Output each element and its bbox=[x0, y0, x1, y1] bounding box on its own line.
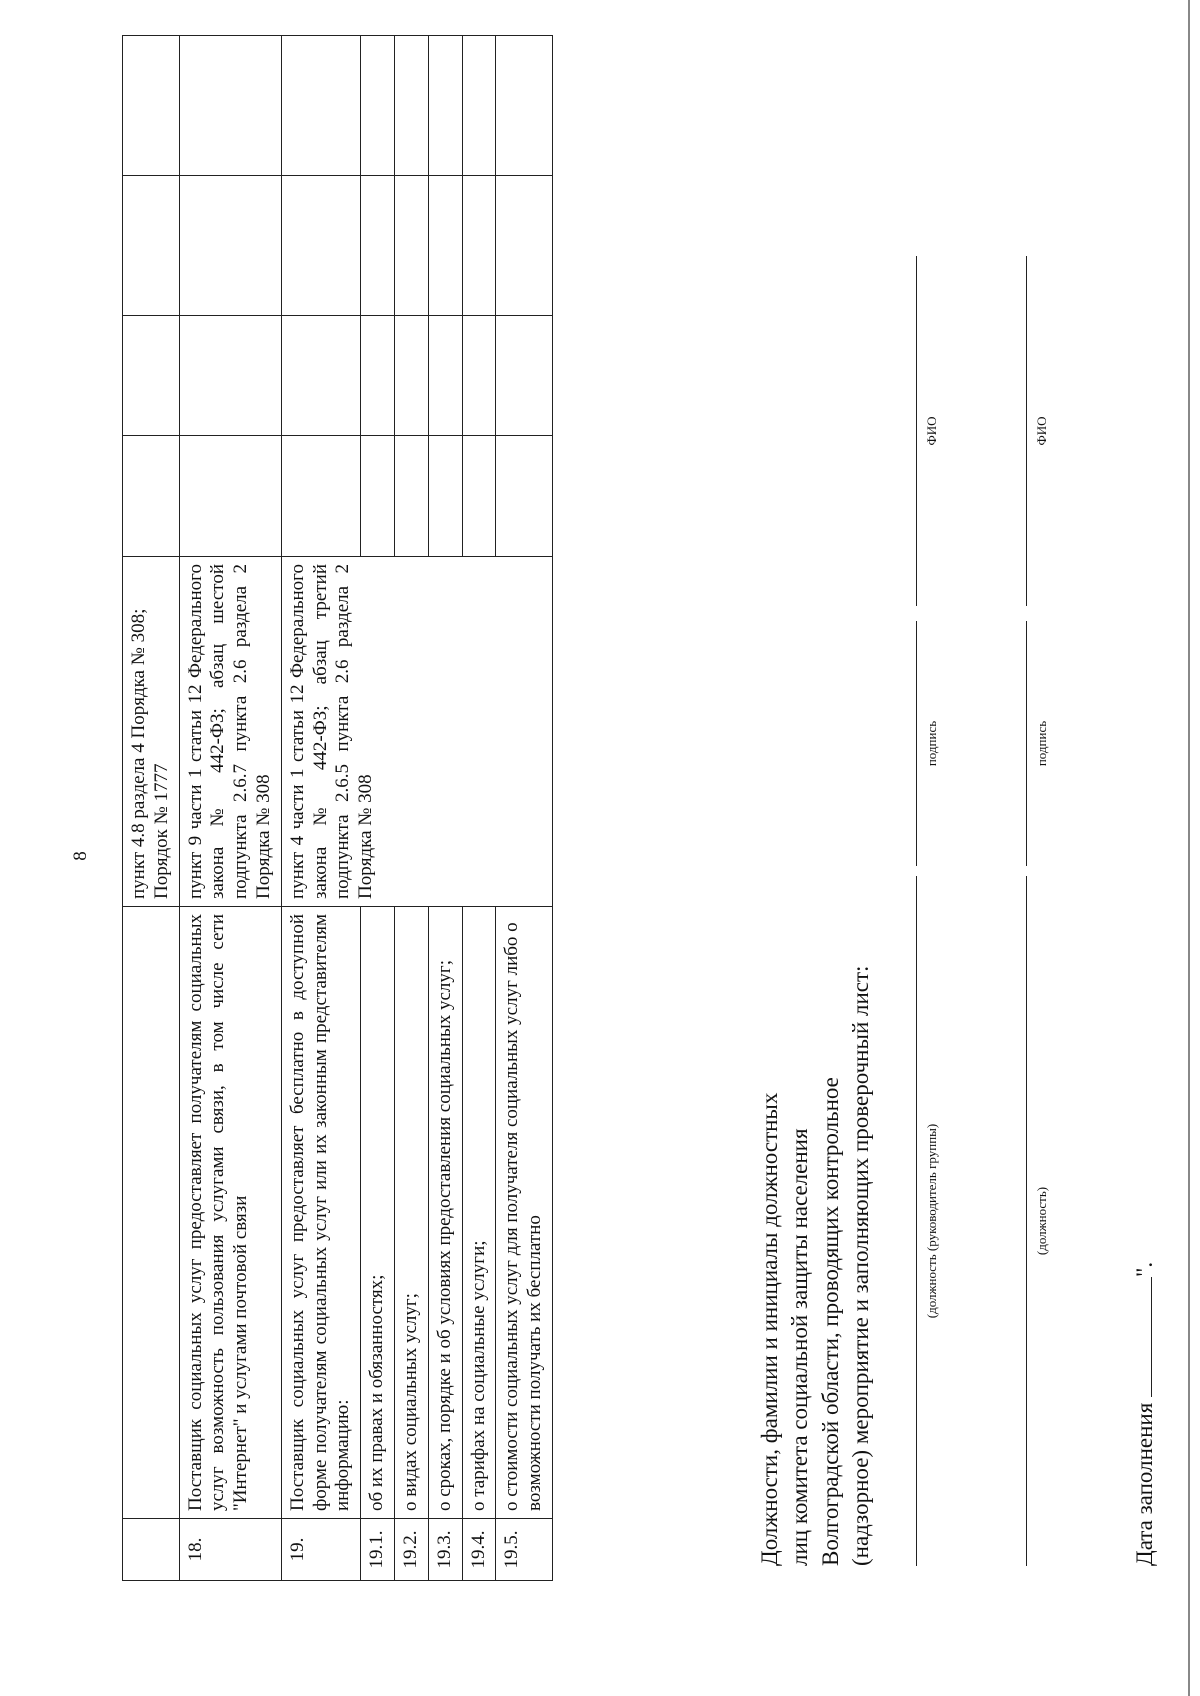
row-number: 19.3. bbox=[428, 1519, 462, 1581]
row-number: 18. bbox=[179, 1519, 281, 1581]
empty-cell bbox=[496, 436, 553, 557]
empty-cell bbox=[428, 436, 462, 557]
empty-cell bbox=[281, 436, 360, 557]
position-caption: (должность) bbox=[1034, 1186, 1050, 1256]
empty-cell bbox=[361, 316, 395, 436]
empty-cell bbox=[394, 36, 428, 176]
name-line[interactable] bbox=[916, 256, 917, 606]
position-line[interactable] bbox=[916, 876, 917, 1566]
signature-row-group-leader bbox=[898, 66, 986, 1566]
empty-cell bbox=[428, 176, 462, 316]
requirement-cell: о видах социальных услуг; bbox=[394, 907, 428, 1519]
requirement-cell: о стоимости социальных услуг для получателя социальных услуг либо о возможности получать их бесплатно bbox=[496, 907, 553, 1519]
basis-cell: пункт 4.8 раздела 4 Порядка № 308; Порядок № 1777 bbox=[123, 557, 180, 907]
row-number: 19. bbox=[281, 1519, 360, 1581]
table-row bbox=[281, 36, 360, 1581]
empty-cell bbox=[281, 316, 360, 436]
empty-cell bbox=[123, 316, 180, 436]
basis-cell: пункт 4 части 1 статьи 12 Федерального закона № 442-ФЗ; абзац третий подпункта 2.6.5 пункта 2.6 раздела 2 Порядка № 308 bbox=[281, 557, 552, 907]
date-label: Дата заполнения bbox=[1132, 1402, 1158, 1566]
requirement-cell: об их правах и обязанностях; bbox=[361, 907, 395, 1519]
rotated-sheet bbox=[30, 0, 1170, 1696]
requirement-cell: Поставщик социальных услуг предоставляет бесплатно в доступной форме получателям социальных услуг или их законным представителям информацию: bbox=[281, 907, 360, 1519]
signature-caption: подпись bbox=[924, 720, 940, 767]
requirement-cell bbox=[123, 907, 180, 1519]
empty-cell bbox=[428, 36, 462, 176]
empty-cell bbox=[462, 436, 496, 557]
empty-cell bbox=[394, 316, 428, 436]
intro-line: (надзорное) мероприятие и заполняющих проверочный лист: bbox=[848, 965, 874, 1566]
row-number: 19.2. bbox=[394, 1519, 428, 1581]
empty-cell bbox=[123, 176, 180, 316]
table-row bbox=[179, 36, 281, 1581]
empty-cell bbox=[394, 436, 428, 557]
position-line[interactable] bbox=[1026, 876, 1027, 1566]
requirement-cell: о тарифах на социальные услуги; bbox=[462, 907, 496, 1519]
name-line[interactable] bbox=[1026, 256, 1027, 606]
empty-cell bbox=[179, 436, 281, 557]
date-suffix: ". bbox=[1132, 1261, 1158, 1277]
position-caption: (должность (руководитель группы) bbox=[924, 1123, 940, 1319]
row-number: 19.1. bbox=[361, 1519, 395, 1581]
intro-line: Волгоградской области, проводящих контрольное bbox=[817, 1077, 843, 1566]
table-row bbox=[123, 36, 180, 1581]
row-number bbox=[123, 1519, 180, 1581]
empty-cell bbox=[281, 36, 360, 176]
signature-line[interactable] bbox=[1026, 621, 1027, 866]
name-caption: ФИО bbox=[924, 416, 940, 446]
empty-cell bbox=[281, 176, 360, 316]
empty-cell bbox=[496, 176, 553, 316]
empty-cell bbox=[462, 176, 496, 316]
row-number: 19.4. bbox=[462, 1519, 496, 1581]
empty-cell bbox=[361, 36, 395, 176]
page-number: 8 bbox=[70, 851, 91, 861]
intro-line: лиц комитета социальной защиты населения bbox=[787, 1128, 813, 1566]
empty-cell bbox=[123, 36, 180, 176]
empty-cell bbox=[361, 436, 395, 557]
basis-cell: пункт 9 части 1 статьи 12 Федерального закона № 442-ФЗ; абзац шестой подпункта 2.6.7 пункта 2.6 раздела 2 Порядка № 308 bbox=[179, 557, 281, 907]
scan-edge-line bbox=[1188, 0, 1190, 1696]
empty-cell bbox=[462, 36, 496, 176]
empty-cell bbox=[462, 316, 496, 436]
empty-cell bbox=[496, 316, 553, 436]
signature-block bbox=[755, 66, 1158, 1566]
empty-cell bbox=[394, 176, 428, 316]
empty-cell bbox=[496, 36, 553, 176]
requirement-cell: о сроках, порядке и об условиях предоставления социальных услуг; bbox=[428, 907, 462, 1519]
signature-row-inspector bbox=[1008, 66, 1096, 1566]
requirement-cell: Поставщик социальных услуг предоставляет получателям социальных услуг возможность пользования услугами связи, в том числе сети "Интернет" и услугами почтовой связи bbox=[179, 907, 281, 1519]
row-number: 19.5. bbox=[496, 1519, 553, 1581]
checklist-table bbox=[122, 35, 553, 1581]
name-caption: ФИО bbox=[1034, 416, 1050, 446]
empty-cell bbox=[123, 436, 180, 557]
empty-cell bbox=[179, 316, 281, 436]
empty-cell bbox=[428, 316, 462, 436]
empty-cell bbox=[179, 36, 281, 176]
intro-line: Должности, фамилии и инициалы должностных bbox=[757, 1092, 782, 1566]
signature-intro bbox=[755, 66, 876, 1566]
signature-line[interactable] bbox=[916, 621, 917, 866]
fill-date bbox=[1132, 66, 1158, 1566]
date-blank-field[interactable] bbox=[1133, 1277, 1152, 1397]
empty-cell bbox=[361, 176, 395, 316]
empty-cell bbox=[179, 176, 281, 316]
signature-caption: подпись bbox=[1034, 720, 1050, 767]
